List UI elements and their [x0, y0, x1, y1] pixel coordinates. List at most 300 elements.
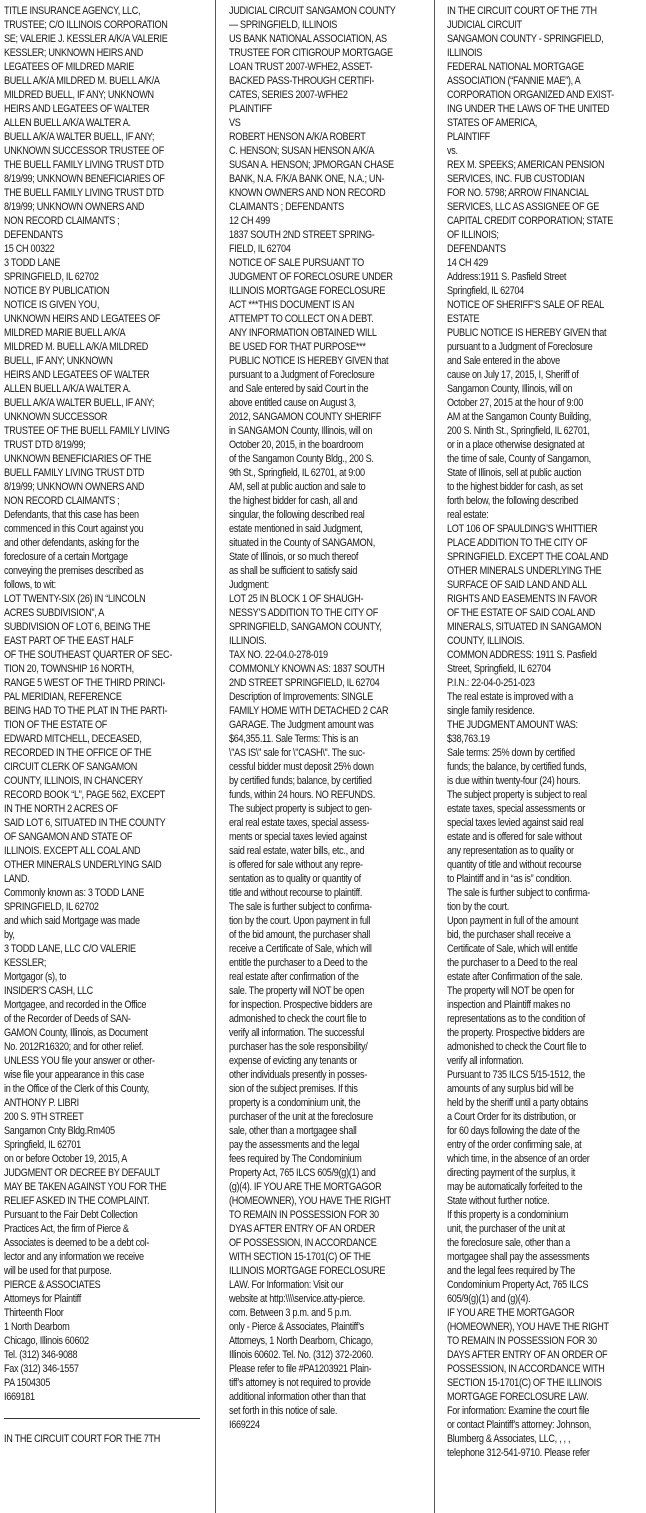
text-line: sale, other than a mortgagee shall [229, 1125, 357, 1137]
text-line: directing payment of the surplus, it [447, 1167, 575, 1179]
text-line: to the highest bidder for cash, as set [447, 481, 583, 493]
text-line: SAID LOT 6, SITUATED IN THE COUNTY [4, 817, 166, 829]
text-line: cause on July 17, 2015, I, Sheriff of [447, 369, 579, 381]
text-line: HEIRS AND LEGATEES OF WALTER [4, 103, 150, 115]
text-line: No. 2012R16320; and for other relief. [4, 1041, 144, 1053]
text-line: MAY BE TAKEN AGAINST YOU FOR THE [4, 1181, 167, 1193]
notice-henson-sale [229, 4, 425, 1432]
text-line: MILDRED M. BUELL A/K/A MILDRED [4, 341, 149, 353]
text-line: DEFENDANTS [447, 243, 506, 255]
text-line: Mortgagor (s), to [4, 971, 67, 983]
text-line: RANGE 5 WEST OF THE THIRD PRINCI- [4, 677, 166, 689]
text-line: 9th St., Springfield, IL 62701, at 9:00 [229, 467, 365, 479]
column-divider-right [434, 0, 435, 1513]
text-line: ESTATE [447, 313, 480, 325]
text-line: of the Recorder of Deeds of SAN- [4, 1013, 131, 1025]
text-line: any representation as to quality or [447, 845, 574, 857]
text-line: Judgment: [229, 579, 269, 591]
text-line: bid, the purchaser shall receive a [447, 929, 571, 941]
text-line: SECTION 15-1701(C) OF THE ILLINOIS [447, 1377, 602, 1389]
text-line: VS [229, 117, 241, 129]
text-line: NOTICE IS GIVEN YOU, [4, 299, 100, 311]
text-line: UNLESS YOU file your answer or other- [4, 1055, 155, 1067]
text-line: KESSLER; UNKNOWN HEIRS AND [4, 47, 143, 59]
text-line: the property. Prospective bidders are [447, 1027, 585, 1039]
text-line: IN THE CIRCUIT COURT OF THE 7TH [447, 5, 597, 17]
text-line: HEIRS AND LEGATEES OF WALTER [4, 369, 150, 381]
text-line: cessful bidder must deposit 25% down [229, 761, 374, 773]
text-line: OTHER MINERALS UNDERLYING SAID [4, 859, 162, 871]
text-line: SPRINGFIELD, SANGAMON COUNTY, [229, 621, 382, 633]
text-line: (HOMEOWNER), YOU HAVE THE RIGHT [447, 1321, 609, 1333]
text-line: conveying the premises described as [4, 565, 144, 577]
notice-speeks-sheriff-sale [447, 4, 643, 1460]
text-line: Springfield, IL 62704 [447, 285, 524, 297]
text-line: EDWARD MITCHELL, DECEASED, [4, 733, 142, 745]
text-line: is offered for sale without any repre- [229, 859, 363, 871]
text-line: NOTICE OF SALE PURSUANT TO [229, 257, 364, 269]
text-line: PUBLIC NOTICE IS HEREBY GIVEN that [229, 355, 389, 367]
text-line: POSSESSION, IN ACCORDANCE WITH [447, 1363, 605, 1375]
text-line: (g)(4). IF YOU ARE THE MORTGAGOR [229, 1181, 382, 1193]
text-line: UNKNOWN SUCCESSOR TRUSTEE OF [4, 145, 164, 157]
text-line: \"AS IS\" sale for \"CASH\". The suc- [229, 747, 365, 759]
text-line: IN THE CIRCUIT COURT FOR THE 7TH [4, 1433, 161, 1445]
text-line: vs. [447, 145, 458, 157]
text-line: admonished to check the court file to [229, 1013, 367, 1025]
text-line: pay the assessments and the legal [229, 1139, 360, 1151]
text-line: and which said Mortgage was made [4, 915, 140, 927]
text-line: FAMILY HOME WITH DETACHED 2 CAR [229, 705, 389, 717]
text-line: and other defendants, asking for the [4, 537, 140, 549]
text-line: ACT ***THIS DOCUMENT IS AN [229, 299, 354, 311]
text-line: MORTGAGE FORECLOSURE LAW. [447, 1391, 589, 1403]
notice-circuit-court-heading [4, 1432, 200, 1446]
text-line: The real estate is improved with a [447, 691, 573, 703]
text-line: Please refer to file #PA1203921 Plain- [229, 1363, 372, 1375]
text-line: 8/19/99; UNKNOWN BENEFICIARIES OF [4, 173, 165, 185]
text-line: PLACE ADDITION TO THE CITY OF [447, 537, 588, 549]
text-line: ACRES SUBDIVISION”, A [4, 607, 105, 619]
text-line: C. HENSON; SUSAN HENSON A/K/A [229, 145, 375, 157]
text-line: TRUSTEE FOR CITIGROUP MORTGAGE [229, 47, 393, 59]
text-line: JUDICIAL CIRCUIT [447, 19, 522, 31]
text-line: PLAINTIFF [447, 131, 490, 143]
text-line: (HOMEOWNER), YOU HAVE THE RIGHT [229, 1195, 391, 1207]
text-line: 2ND STREET SPRINGFIELD, IL 62704 [229, 677, 380, 689]
text-line: For information: Examine the court file [447, 1405, 590, 1417]
text-line: INSIDER’S CASH, LLC [4, 985, 93, 997]
text-line: Springfield, IL 62701 [4, 1139, 81, 1151]
text-line: BUELL FAMILY LIVING TRUST DTD [4, 467, 145, 479]
text-line: the highest bidder for cash, all and [229, 495, 358, 507]
text-line: property is a condominium unit, the [229, 1097, 361, 1109]
text-line: JUDGMENT OF FORECLOSURE UNDER [229, 271, 393, 283]
text-line: held by the sheriff until a party obtains [447, 1097, 588, 1109]
text-line: Property Act, 765 ILCS 605/9(g)(1) and [229, 1167, 376, 1179]
text-line: OF THE SOUTHEAST QUARTER OF SEC- [4, 649, 173, 661]
text-line: Description of Improvements: SINGLE [229, 691, 373, 703]
text-line: verify all information. The successful [229, 1027, 365, 1039]
notice-buell-publication [4, 4, 200, 1404]
text-line: FEDERAL NATIONAL MORTGAGE [447, 61, 584, 73]
text-line: inspection and Plaintiff makes no [447, 999, 571, 1011]
text-line: of the bid amount, the purchaser shall [229, 929, 371, 941]
text-line: JUDICIAL CIRCUIT SANGAMON COUNTY [229, 5, 396, 17]
text-line: for 60 days following the date of the [447, 1125, 580, 1137]
text-line: KNOWN OWNERS AND NON RECORD [229, 187, 386, 199]
text-line: Fax (312) 346-1557 [4, 1363, 79, 1375]
text-line: BUELL A/K/A MILDRED M. BUELL A/K/A [4, 75, 160, 87]
text-line: LEGATEES OF MILDRED MARIE [4, 61, 135, 73]
text-line: WITH SECTION 15-1701(C) OF THE [229, 1251, 371, 1263]
text-line: AM at the Sangamon County Building, [447, 411, 591, 423]
text-line: CIRCUIT CLERK OF SANGAMON [4, 761, 138, 773]
text-line: set forth in this notice of sale. [229, 1405, 338, 1417]
text-line: purchaser of the unit at the foreclosure [229, 1111, 373, 1123]
text-line: funds; the balance, by certified funds, [447, 761, 587, 773]
text-line: ILLINOIS MORTGAGE FORECLOSURE [229, 1265, 386, 1277]
text-line: PLAINTIFF [229, 103, 272, 115]
text-line: BEING HAD TO THE PLAT IN THE PARTI- [4, 705, 168, 717]
text-line: tion by the court. [447, 901, 509, 913]
text-line: Defendants, that this case has been [4, 509, 139, 521]
text-line: as shall be sufficient to satisfy said [229, 565, 358, 577]
text-line: Certificate of Sale, which will entitle [447, 943, 578, 955]
text-line: entry of the order confirming sale, at [447, 1139, 582, 1151]
text-line: LAW. For Information: Visit our [229, 1279, 344, 1291]
text-line: website at http:\\\\service.atty-pierce. [229, 1293, 365, 1305]
text-line: RECORDED IN THE OFFICE OF THE [4, 747, 152, 759]
text-line: Attorneys for Plaintiff [4, 1293, 81, 1305]
text-line: 605/9(g)(1) and (g)(4). [447, 1293, 531, 1305]
text-line: 2012, SANGAMON COUNTY SHERIFF [229, 411, 382, 423]
text-line: Upon payment in full of the amount [447, 915, 579, 927]
text-line: 14 CH 429 [447, 257, 488, 269]
text-line: is due within twenty-four (24) hours. [447, 775, 581, 787]
text-line: UNKNOWN HEIRS AND LEGATEES OF [4, 313, 161, 325]
text-line: SURFACE OF SAID LAND AND ALL [447, 579, 587, 591]
text-line: Pursuant to the Fair Debt Collection [4, 1209, 138, 1221]
text-line: expense of evicting any tenants or [229, 1055, 358, 1067]
text-line: the time of sale, County of Sangamon, [447, 453, 591, 465]
text-line: on or before October 19, 2015, A [4, 1153, 128, 1165]
text-line: of the Sangamon County Bldg., 200 S. [229, 453, 374, 465]
text-line: SPRINGFIELD. EXCEPT THE COAL AND [447, 551, 609, 563]
text-line: EAST PART OF THE EAST HALF [4, 635, 134, 647]
text-line: October 20, 2015, in the boardroom [229, 439, 364, 451]
text-line: 3 TODD LANE [4, 257, 61, 269]
text-line: estate taxes, special assessments or [447, 803, 586, 815]
text-line: NESSY’S ADDITION TO THE CITY OF [229, 607, 378, 619]
text-line: special taxes levied against said real [447, 817, 584, 829]
text-line: Sangamon Cnty Bldg.Rm405 [4, 1125, 115, 1137]
column-1 [4, 4, 200, 1446]
text-line: REX M. SPEEKS; AMERICAN PENSION [447, 159, 605, 171]
text-line: and Sale entered by said Court in the [229, 383, 369, 395]
text-line: BACKED PASS-THROUGH CERTIFI- [229, 75, 375, 87]
text-line: sion of the subject premises. If this [229, 1083, 358, 1095]
text-line: single family residence. [447, 705, 535, 717]
text-line: ATTEMPT TO COLLECT ON A DEBT. [229, 313, 374, 325]
text-line: If this property is a condominium [447, 1209, 569, 1221]
text-line: KESSLER; [4, 957, 47, 969]
text-line: UNKNOWN SUCCESSOR [4, 411, 108, 423]
text-line: SERVICES, INC. FUB CUSTODIAN [447, 173, 585, 185]
text-line: GARAGE. The Judgment amount was [229, 719, 374, 731]
text-line: Sale terms: 25% down by certified [447, 747, 575, 759]
text-line: above entitled cause on August 3, [229, 397, 356, 409]
text-line: the foreclosure sale, other than a [447, 1237, 570, 1249]
text-line: BUELL A/K/A WALTER BUELL, IF ANY; [4, 131, 155, 143]
text-line: Sangamon County, Illinois, will on [447, 383, 573, 395]
text-line: Chicago, Illinois 60602 [4, 1335, 89, 1347]
text-line: only - Pierce & Associates, Plaintiff’s [229, 1321, 364, 1333]
text-line: Address:1911 S. Pasfield Street [447, 271, 567, 283]
text-line: TO REMAIN IN POSSESSION FOR 30 [447, 1335, 597, 1347]
text-line: telephone 312-541-9710. Please refer [447, 1447, 590, 1459]
text-line: other individuals presently in posses- [229, 1069, 367, 1081]
text-line: THE BUELL FAMILY LIVING TRUST DTD [4, 159, 164, 171]
text-line: $64,355.11. Sale Terms: This is an [229, 733, 359, 745]
text-line: SPRINGFIELD, IL 62702 [4, 271, 99, 283]
text-line: purchaser has the sole responsibility/ [229, 1041, 368, 1053]
text-line: admonished to check the Court file to [447, 1041, 587, 1053]
text-line: tion by the court. Upon payment in full [229, 915, 371, 927]
text-line: SANGAMON COUNTY - SPRINGFIELD, [447, 33, 604, 45]
text-line: ANTHONY P. LIBRI [4, 1097, 79, 1109]
text-line: Illinois 60602. Tel. No. (312) 372-2060. [229, 1349, 374, 1361]
text-line: October 27, 2015 at the hour of 9:00 [447, 397, 584, 409]
text-line: I669224 [229, 1419, 260, 1431]
text-line: ILLINOIS MORTGAGE FORECLOSURE [229, 285, 386, 297]
text-line: LOT 106 OF SPAULDING’S WHITTIER [447, 523, 598, 535]
text-line: LOAN TRUST 2007-WFHE2, ASSET- [229, 61, 373, 73]
text-line: NOTICE BY PUBLICATION [4, 285, 110, 297]
text-line: receive a Certificate of Sale, which will [229, 943, 372, 955]
text-line: may be automatically forfeited to the [447, 1181, 583, 1193]
text-line: GAMON County, Illinois, as Document [4, 1027, 148, 1039]
text-line: sentation as to quality or quantity of [229, 873, 361, 885]
text-line: OTHER MINERALS UNDERLYING THE [447, 565, 602, 577]
text-line: MILDRED MARIE BUELL A/K/A [4, 327, 126, 339]
text-line: TION 20, TOWNSHIP 16 NORTH, [4, 663, 134, 675]
text-line: IF YOU ARE THE MORTGAGOR [447, 1307, 575, 1319]
text-line: FOR NO. 5798; ARROW FINANCIAL [447, 187, 589, 199]
column-divider-left [215, 0, 216, 1513]
text-line: ASSOCIATION (“FANNIE MAE”), A [447, 75, 581, 87]
text-line: Attorneys, 1 North Dearborn, Chicago, [229, 1335, 373, 1347]
text-line: ALLEN BUELL A/K/A WALTER A. [4, 383, 131, 395]
text-line: CAPITAL CREDIT CORPORATION; STATE [447, 215, 614, 227]
text-line: LAND. [4, 873, 30, 885]
text-line: entitle the purchaser to a Deed to the [229, 957, 368, 969]
text-line: which time, in the absence of an order [447, 1153, 590, 1165]
text-line: real estate: [447, 509, 489, 521]
text-line: will be used for that purpose. [4, 1265, 112, 1277]
text-line: TRUST DTD 8/19/99; [4, 439, 86, 451]
notice-separator [4, 1418, 200, 1419]
text-line: to Plaintiff and in “as is” condition. [447, 873, 572, 885]
text-line: foreclosure of a certain Mortgage [4, 551, 128, 563]
text-line: Tel. (312) 346-9088 [4, 1349, 78, 1361]
text-line: TRUSTEE; C/O ILLINOIS CORPORATION [4, 19, 168, 31]
text-line: for inspection. Prospective bidders are [229, 999, 373, 1011]
text-line: COUNTY, ILLINOIS. [447, 635, 525, 647]
text-line: RELIEF ASKED IN THE COMPLAINT. [4, 1195, 150, 1207]
text-line: Commonly known as: 3 TODD LANE [4, 887, 145, 899]
text-line: State of Illinois, or so much thereof [229, 551, 359, 563]
text-line: forth below, the following described [447, 495, 578, 507]
text-line: ROBERT HENSON A/K/A ROBERT [229, 131, 366, 143]
text-line: LOT TWENTY-SIX (26) IN “LINCOLN [4, 593, 146, 605]
text-line: P.I.N.: 22-04-0-251-023 [447, 677, 535, 689]
text-line: Pursuant to 735 ILCS 5/15-1512, the [447, 1069, 585, 1081]
text-line: THE BUELL FAMILY LIVING TRUST DTD [4, 187, 164, 199]
text-line: $38,763.19 [447, 733, 490, 745]
text-line: RIGHTS AND EASEMENTS IN FAVOR [447, 593, 598, 605]
text-line: FIELD, IL 62704 [229, 243, 291, 255]
text-line: 1 North Dearborn [4, 1321, 70, 1333]
text-line: BE USED FOR THAT PURPOSE*** [229, 341, 366, 353]
text-line: ING UNDER THE LAWS OF THE UNITED [447, 103, 610, 115]
text-line: estate after Confirmation of the sale. [447, 971, 583, 983]
text-line: PIERCE & ASSOCIATES [4, 1279, 101, 1291]
text-line: estate and is offered for sale without [447, 831, 582, 843]
text-line: pursuant to a Judgment of Foreclosure [447, 341, 593, 353]
text-line: amounts of any surplus bid will be [447, 1083, 574, 1095]
text-line: situated in the County of SANGAMON, [229, 537, 375, 549]
text-line: a Court Order for its distribution, or [447, 1111, 576, 1123]
text-line: State of Illinois, sell at public auction [447, 467, 582, 479]
text-line: TRUSTEE OF THE BUELL FAMILY LIVING [4, 425, 170, 437]
text-line: representations as to the condition of [447, 1013, 585, 1025]
text-line: ments or special taxes levied against [229, 831, 367, 843]
text-line: CATES, SERIES 2007-WFHE2 [229, 89, 348, 101]
text-line: The sale is further subject to confirma- [229, 901, 372, 913]
text-line: ILLINOIS. [229, 635, 267, 647]
text-line: JUDGMENT OR DECREE BY DEFAULT [4, 1167, 160, 1179]
text-line: 8/19/99; UNKNOWN OWNERS AND [4, 481, 145, 493]
column-2 [229, 4, 425, 1432]
text-line: LOT 25 IN BLOCK 1 OF SHAUGH- [229, 593, 364, 605]
text-line: COUNTY, ILLINOIS, IN CHANCERY [4, 775, 143, 787]
text-line: PAL MERIDIAN, REFERENCE [4, 691, 122, 703]
text-line: DAYS AFTER ENTRY OF AN ORDER OF [447, 1349, 608, 1361]
text-line: said real estate, water bills, etc., and [229, 845, 365, 857]
text-line: OF POSSESSION, IN ACCORDANCE [229, 1237, 377, 1249]
text-line: TO REMAIN IN POSSESSION FOR 30 [229, 1209, 379, 1221]
text-line: BUELL A/K/A WALTER BUELL, IF ANY; [4, 397, 155, 409]
text-line: DEFENDANTS [4, 229, 63, 241]
text-line: NON RECORD CLAIMANTS ; [4, 495, 120, 507]
text-line: or contact Plaintiff’s attorney: Johnson, [447, 1419, 591, 1431]
text-line: The property will NOT be open for [447, 985, 575, 997]
text-line: Associates is deemed to be a debt col- [4, 1237, 150, 1249]
text-line: TION OF THE ESTATE OF [4, 719, 108, 731]
text-line: State without further notice. [447, 1195, 550, 1207]
text-line: DYAS AFTER ENTRY OF AN ORDER [229, 1223, 375, 1235]
text-line: STATES OF AMERICA, [447, 117, 537, 129]
text-line: and Sale entered in the above [447, 355, 560, 367]
text-line: RECORD BOOK “L”, PAGE 562, EXCEPT [4, 789, 166, 801]
text-line: the purchaser to a Deed to the real [447, 957, 578, 969]
text-line: or in a place otherwise designated at [447, 439, 585, 451]
text-line: OF THE ESTATE OF SAID COAL AND [447, 607, 596, 619]
text-line: unit, the purchaser of the unit at [447, 1223, 565, 1235]
text-line: 1837 SOUTH 2ND STREET SPRING- [229, 229, 375, 241]
text-line: additional information other than that [229, 1391, 366, 1403]
text-line: IN THE NORTH 2 ACRES OF [4, 803, 118, 815]
text-line: CLAIMANTS ; DEFENDANTS [229, 201, 344, 213]
text-line: commenced in this Court against you [4, 523, 144, 535]
text-line: 8/19/99; UNKNOWN OWNERS AND [4, 201, 145, 213]
text-line: real estate after confirmation of the [229, 971, 359, 983]
text-line: by certified funds; balance, by certified [229, 775, 372, 787]
text-line: PA 1504305 [4, 1377, 50, 1389]
text-line: NON RECORD CLAIMANTS ; [4, 215, 120, 227]
text-line: ALLEN BUELL A/K/A WALTER A. [4, 117, 131, 129]
text-line: NOTICE OF SHERIFF’S SALE OF REAL [447, 299, 604, 311]
text-line: by, [4, 929, 15, 941]
text-line: quantity of title and without recourse [447, 859, 582, 871]
text-line: MILDRED BUELL, IF ANY; UNKNOWN [4, 89, 154, 101]
text-line: COMMON ADDRESS: 1911 S. Pasfield [447, 649, 597, 661]
text-line: fees required by The Condominium [229, 1153, 362, 1165]
text-line: 200 S. Ninth St., Springfield, IL 62701, [447, 425, 590, 437]
text-line: OF ILLINOIS; [447, 229, 499, 241]
text-line: ILLINOIS [447, 47, 483, 59]
text-line: SPRINGFIELD, IL 62702 [4, 901, 99, 913]
text-line: The sale is further subject to confirma- [447, 887, 590, 899]
text-line: Thirteenth Floor [4, 1307, 64, 1319]
text-line: estate mentioned in said Judgment, [229, 523, 363, 535]
text-line: follows, to wit: [4, 579, 56, 591]
text-line: BUELL, IF ANY; UNKNOWN [4, 355, 113, 367]
text-line: wise file your appearance in this case [4, 1069, 144, 1081]
text-line: tiff’s attorney is not required to provide [229, 1377, 371, 1389]
text-line: sale. The property will NOT be open [229, 985, 364, 997]
text-line: I669181 [4, 1391, 35, 1403]
text-line: UNKNOWN BENEFICIARIES OF THE [4, 453, 152, 465]
text-line: ILLINOIS. EXCEPT ALL COAL AND [4, 845, 141, 857]
text-line: 12 CH 499 [229, 215, 270, 227]
column-3 [447, 4, 643, 1460]
text-line: 3 TODD LANE, LLC C/O VALERIE [4, 943, 136, 955]
text-line: The subject property is subject to gen- [229, 803, 372, 815]
text-line: mortgagee shall pay the assessments [447, 1251, 590, 1263]
text-line: and the legal fees required by The [447, 1265, 575, 1277]
text-line: Mortgagee, and recorded in the Office [4, 999, 147, 1011]
text-line: title and without recourse to plaintiff. [229, 887, 363, 899]
text-line: 15 CH 00322 [4, 243, 55, 255]
text-line: com. Between 3 p.m. and 5 p.m. [229, 1307, 352, 1319]
text-line: TITLE INSURANCE AGENCY, LLC, [4, 5, 141, 17]
text-line: MINERALS, SITUATED IN SANGAMON [447, 621, 602, 633]
text-line: — SPRINGFIELD, ILLINOIS [229, 19, 338, 31]
text-line: PUBLIC NOTICE IS HEREBY GIVEN that [447, 327, 607, 339]
text-line: Practices Act, the firm of Pierce & [4, 1223, 129, 1235]
text-line: US BANK NATIONAL ASSOCIATION, AS [229, 33, 387, 45]
text-line: COMMONLY KNOWN AS: 1837 SOUTH [229, 663, 385, 675]
text-line: Condominium Property Act, 765 ILCS [447, 1279, 589, 1291]
text-line: CORPORATION ORGANIZED AND EXIST- [447, 89, 614, 101]
text-line: 200 S. 9TH STREET [4, 1111, 84, 1123]
text-line: funds, within 24 hours. NO REFUNDS. [229, 789, 375, 801]
text-line: in SANGAMON County, Illinois, will on [229, 425, 373, 437]
text-line: AM, sell at public auction and sale to [229, 481, 366, 493]
text-line: lector and any information we receive [4, 1251, 144, 1263]
